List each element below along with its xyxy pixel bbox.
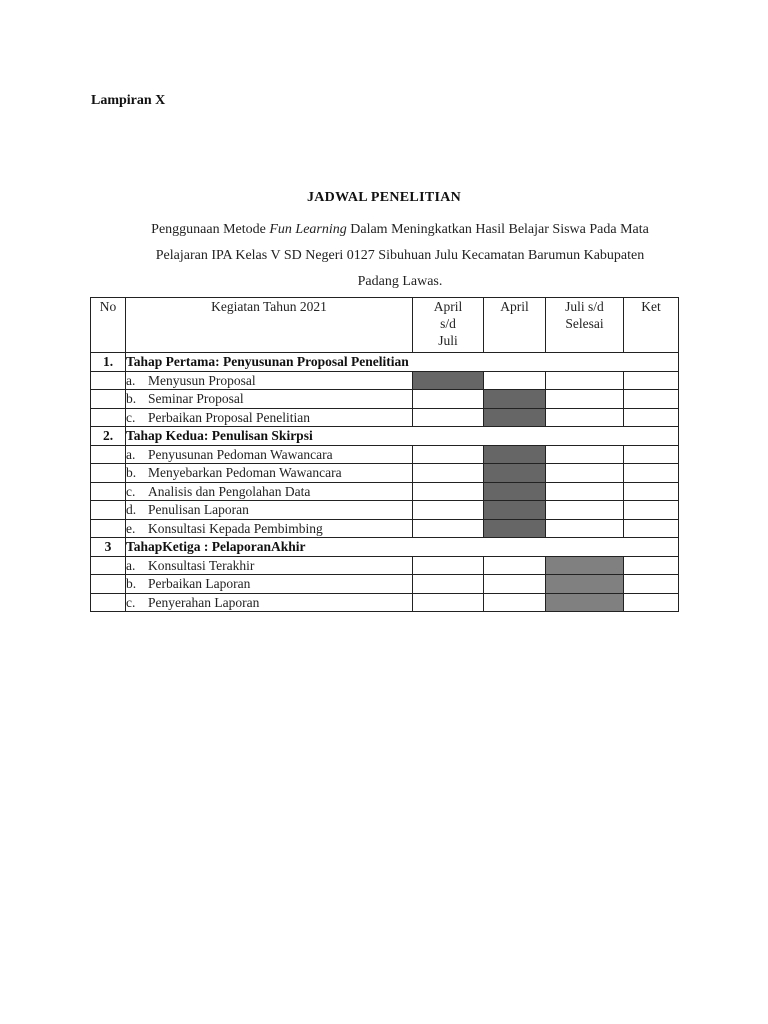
subtitle-line-3: Padang Lawas. [357,274,443,289]
ket-cell [624,408,679,427]
table-row [91,408,679,427]
schedule-filled-cell [546,556,624,575]
ket-cell [624,593,679,612]
schedule-filled-cell [484,408,546,427]
empty-cell [91,575,126,594]
header-april-sd-juli [413,298,484,353]
table-row [91,371,679,390]
header-juli-sd-selesai [546,298,624,353]
table-row [91,482,679,501]
item-label: Konsultasi Kepada Pembimbing [148,520,323,536]
schedule-filled-cell [484,482,546,501]
table-row [91,464,679,483]
item-letter: c. [126,483,136,499]
empty-cell [91,445,126,464]
stage-number: 2. [91,427,126,446]
item-letter: c. [126,409,136,425]
schedule-cell [546,464,624,483]
schedule-cell [413,501,484,520]
schedule-cell [413,556,484,575]
schedule-cell [413,519,484,538]
schedule-cell [413,445,484,464]
item-letter: a. [126,557,136,573]
item-label: Penulisan Laporan [148,502,249,518]
activity-cell [126,575,413,594]
schedule-table [90,297,679,612]
schedule-cell [413,593,484,612]
item-label: Seminar Proposal [148,391,244,407]
item-label: Penyerahan Laporan [148,594,260,610]
table-row [91,519,679,538]
activity-cell [126,390,413,409]
stage-row-2 [91,427,679,446]
item-label: Analisis dan Pengolahan Data [148,483,311,499]
empty-cell [91,556,126,575]
activity-cell [126,464,413,483]
table-header-row [91,298,679,353]
activity-cell [126,593,413,612]
schedule-cell [484,575,546,594]
ket-cell [624,501,679,520]
schedule-cell [413,390,484,409]
stage-title: Tahap Pertama: Penyusunan Proposal Penelitian [126,353,679,372]
stage-row-3 [91,538,679,557]
schedule-filled-cell [484,390,546,409]
item-letter: b. [126,391,137,407]
subtitle-line-1 [110,217,690,243]
schedule-filled-cell [484,445,546,464]
schedule-cell [546,501,624,520]
header-ket: Ket [624,298,679,353]
ket-cell [624,371,679,390]
appendix-label: Lampiran X [91,93,166,108]
ket-cell [624,390,679,409]
item-letter: d. [126,502,137,518]
schedule-cell [484,556,546,575]
schedule-cell [546,445,624,464]
schedule-filled-cell [413,371,484,390]
table-row [91,390,679,409]
schedule-cell [484,593,546,612]
item-letter: a. [126,446,136,462]
header-col1-line2: s/d [440,316,456,331]
ket-cell [624,519,679,538]
schedule-cell [484,371,546,390]
empty-cell [91,464,126,483]
header-col1-line3: Juli [438,333,458,348]
subtitle-italic: Fun Learning [269,222,347,237]
ket-cell [624,482,679,501]
empty-cell [91,390,126,409]
empty-cell [91,593,126,612]
stage-title: TahapKetiga : PelaporanAkhir [126,538,679,557]
empty-cell [91,408,126,427]
document-title: JADWAL PENELITIAN [306,190,462,205]
schedule-cell [413,575,484,594]
stage-row-1 [91,353,679,372]
item-label: Menyebarkan Pedoman Wawancara [148,465,342,481]
item-letter: c. [126,594,136,610]
empty-cell [91,519,126,538]
subtitle-prefix: Penggunaan Metode [151,222,270,237]
activity-cell [126,482,413,501]
schedule-cell [546,371,624,390]
schedule-filled-cell [484,519,546,538]
stage-number: 3 [91,538,126,557]
item-label: Perbaikan Laporan [148,576,251,592]
empty-cell [91,501,126,520]
table-row [91,501,679,520]
item-label: Penyusunan Pedoman Wawancara [148,446,333,462]
schedule-cell [413,482,484,501]
schedule-cell [546,482,624,501]
item-letter: b. [126,576,137,592]
header-april: April [484,298,546,353]
item-label: Menyusun Proposal [148,372,256,388]
schedule-cell [546,390,624,409]
schedule-cell [546,519,624,538]
empty-cell [91,371,126,390]
item-letter: b. [126,465,137,481]
subtitle-suffix: Dalam Meningkatkan Hasil Belajar Siswa Pada Mata [346,222,649,237]
header-no: No [91,298,126,353]
ket-cell [624,575,679,594]
activity-cell [126,371,413,390]
ket-cell [624,556,679,575]
activity-cell [126,408,413,427]
schedule-cell [413,464,484,483]
table-row [91,593,679,612]
table-row [91,445,679,464]
item-letter: a. [126,372,136,388]
schedule-filled-cell [546,575,624,594]
item-letter: e. [126,520,136,536]
activity-cell [126,519,413,538]
activity-cell [126,501,413,520]
ket-cell [624,464,679,483]
table-row [91,556,679,575]
header-col3-line1: Juli s/d [565,299,604,314]
schedule-filled-cell [484,501,546,520]
schedule-filled-cell [546,593,624,612]
header-kegiatan: Kegiatan Tahun 2021 [126,298,413,353]
stage-title: Tahap Kedua: Penulisan Skirpsi [126,427,679,446]
ket-cell [624,445,679,464]
header-col3-line2: Selesai [565,316,604,331]
schedule-cell [546,408,624,427]
stage-number: 1. [91,353,126,372]
item-label: Konsultasi Terakhir [148,557,255,573]
header-col1-line1: April [433,299,463,314]
subtitle-line-2: Pelajaran IPA Kelas V SD Negeri 0127 Sibuhuan Julu Kecamatan Barumun Kabupaten [155,248,645,263]
activity-cell [126,445,413,464]
empty-cell [91,482,126,501]
schedule-filled-cell [484,464,546,483]
activity-cell [126,556,413,575]
table-row [91,575,679,594]
document-subtitle [110,217,690,295]
schedule-cell [413,408,484,427]
item-label: Perbaikan Proposal Penelitian [148,409,310,425]
